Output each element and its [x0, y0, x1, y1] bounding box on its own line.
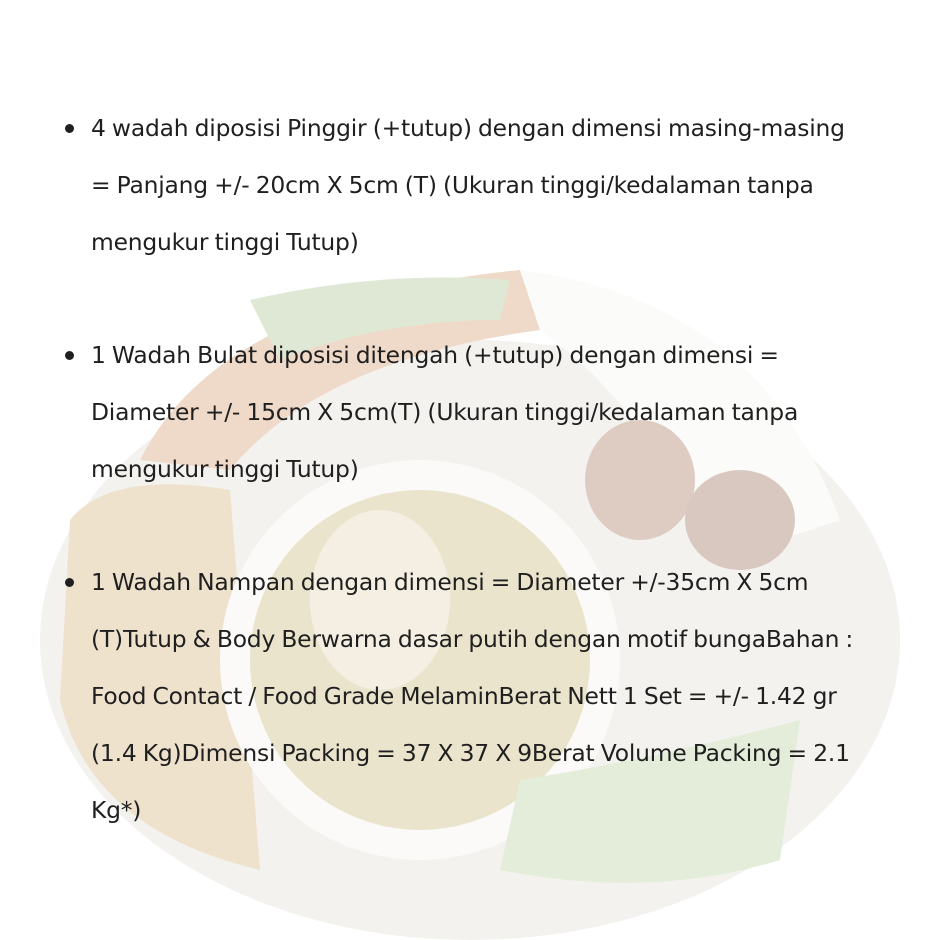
spec-text: 4 wadah diposisi Pinggir (+tutup) dengan dimensi masing-masing = Panjang +/- 20cm X 5cm (T) (Ukuran tinggi/kedalaman tanpa mengukur tinggi Tutup) [91, 114, 845, 256]
spec-text: 1 Wadah Nampan dengan dimensi = Diameter +/-35cm X 5cm (T)Tutup & Body Berwarna dasar putih dengan motif bungaBahan : Food Contact / Food Grade MelaminBerat Nett 1 Set = +/- 1.42 gr (1.4 Kg)Dimensi Packing = 37 X 37 X 9Berat Volume Packing = 2.1 Kg*) [91, 568, 854, 824]
spec-text: 1 Wadah Bulat diposisi ditengah (+tutup) dengan dimensi = Diameter +/- 15cm X 5cm(T) (Ukuran tinggi/kedalaman tanpa mengukur tinggi Tutup) [91, 341, 799, 483]
bullet-icon [65, 351, 74, 360]
specification-list [60, 100, 865, 839]
spec-item-center-bowl [60, 327, 865, 498]
spec-item-side-containers [60, 100, 865, 271]
bullet-icon [65, 578, 74, 587]
bullet-icon [65, 124, 74, 133]
spec-item-tray [60, 554, 865, 839]
